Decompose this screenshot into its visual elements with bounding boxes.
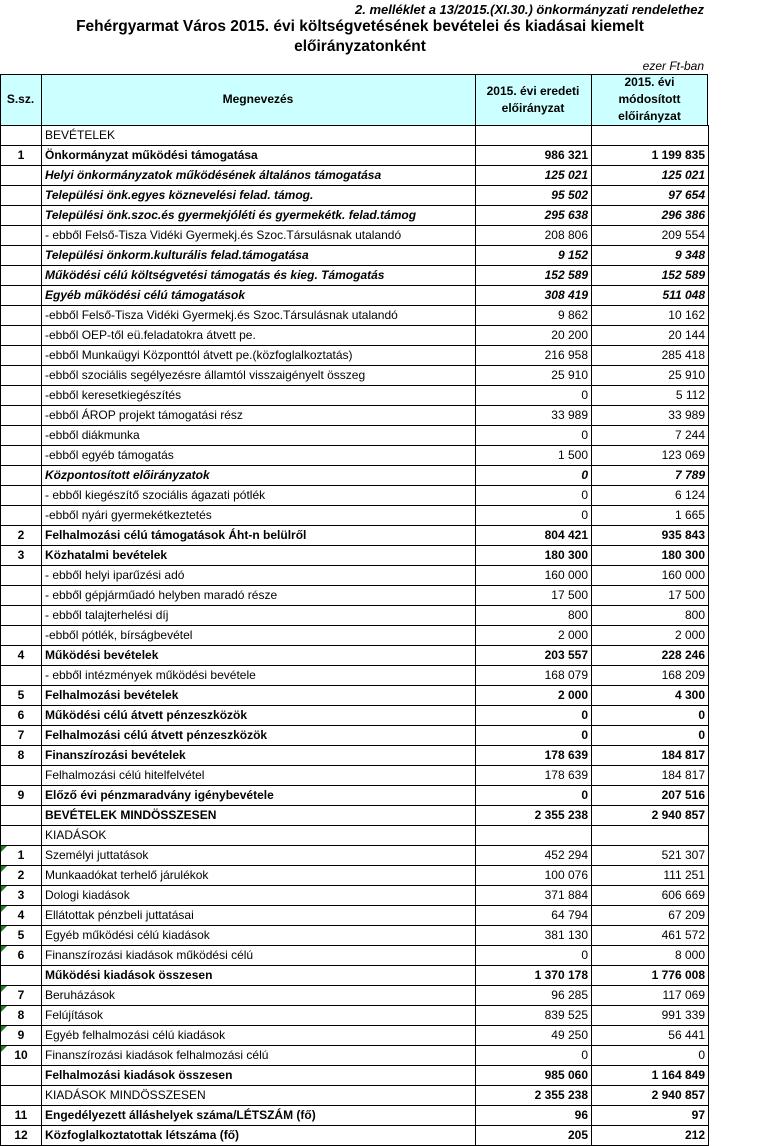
row-name: -ebből diákmunka	[42, 426, 476, 446]
row-number: 6	[1, 946, 42, 966]
row-number	[1, 506, 42, 526]
table-row	[1, 526, 709, 546]
value-modified: 117 069	[592, 986, 709, 1006]
row-name: - ebből Felső-Tisza Vidéki Gyermekj.és Szoc.Társulásnak utalandó	[42, 226, 476, 246]
value-modified: 511 048	[592, 286, 709, 306]
value-modified: 4 300	[592, 686, 709, 706]
row-number: 7	[1, 726, 42, 746]
cell-marker-icon	[1, 1026, 7, 1032]
column-header-modified-line-3: előirányzat	[618, 109, 681, 123]
table-row	[1, 1046, 709, 1066]
row-name: Működési bevételek	[42, 646, 476, 666]
row-number: 12	[1, 1126, 42, 1146]
cell-marker-icon	[1, 946, 7, 952]
row-name: Központosított előirányzatok	[42, 466, 476, 486]
value-original: 0	[476, 946, 592, 966]
row-name: Finanszírozási bevételek	[42, 746, 476, 766]
value-original: 804 421	[476, 526, 592, 546]
row-name: Működési célú átvett pénzeszközök	[42, 706, 476, 726]
value-modified: 0	[592, 1046, 709, 1066]
value-original: 452 294	[476, 846, 592, 866]
value-modified: 6 124	[592, 486, 709, 506]
table-row	[1, 326, 709, 346]
table-row	[1, 1066, 709, 1086]
column-header-modified-label	[618, 74, 681, 125]
row-name: - ebből kiegészítő szociális ágazati pótlék	[42, 486, 476, 506]
table-row	[1, 706, 709, 726]
row-number	[1, 446, 42, 466]
row-number	[1, 486, 42, 506]
value-original: 125 021	[476, 166, 592, 186]
value-modified: 1 665	[592, 506, 709, 526]
cell-marker-icon	[1, 1006, 7, 1012]
row-name: Közhatalmi bevételek	[42, 546, 476, 566]
row-number: 2	[1, 526, 42, 546]
table-row	[1, 746, 709, 766]
row-name: Személyi juttatások	[42, 846, 476, 866]
row-number	[1, 206, 42, 226]
row-number	[1, 246, 42, 266]
table-row	[1, 286, 709, 306]
value-original: 0	[476, 486, 592, 506]
cell-marker-icon	[1, 866, 7, 872]
row-name: -ebből szociális segélyezésre államtól visszaigényelt összeg	[42, 366, 476, 386]
cell-marker-icon	[1, 926, 7, 932]
row-name: -ebből keresetkiegészítés	[42, 386, 476, 406]
value-modified	[592, 126, 709, 146]
row-number: 4	[1, 646, 42, 666]
value-modified: 7 244	[592, 426, 709, 446]
value-original: 96 285	[476, 986, 592, 1006]
value-original: 205	[476, 1126, 592, 1146]
table-row	[1, 386, 709, 406]
value-modified: 606 669	[592, 886, 709, 906]
value-modified: 0	[592, 726, 709, 746]
value-modified: 991 339	[592, 1006, 709, 1026]
table-row	[1, 906, 709, 926]
value-original: 33 989	[476, 406, 592, 426]
value-modified: 2 940 857	[592, 806, 709, 826]
row-number: 1	[1, 146, 42, 166]
value-original: 49 250	[476, 1026, 592, 1046]
value-modified: 17 500	[592, 586, 709, 606]
value-modified: 184 817	[592, 766, 709, 786]
value-modified: 1 199 835	[592, 146, 709, 166]
table-row	[1, 226, 709, 246]
row-name: Települési önkorm.kulturális felad.támogatása	[42, 246, 476, 266]
value-original: 96	[476, 1106, 592, 1126]
table-row	[1, 586, 709, 606]
value-modified: 20 144	[592, 326, 709, 346]
table-row	[1, 686, 709, 706]
table-row	[1, 426, 709, 446]
table-row	[1, 466, 709, 486]
value-original: 1 370 178	[476, 966, 592, 986]
row-name: Közfoglalkoztatottak létszáma (fő)	[42, 1126, 476, 1146]
value-original: 0	[476, 466, 592, 486]
value-modified: 2 000	[592, 626, 709, 646]
table-row	[1, 866, 709, 886]
table-row	[1, 486, 709, 506]
value-original: 95 502	[476, 186, 592, 206]
row-number	[1, 666, 42, 686]
row-number	[1, 226, 42, 246]
value-original: 800	[476, 606, 592, 626]
row-number	[1, 386, 42, 406]
row-name: Munkaadókat terhelő járulékok	[42, 866, 476, 886]
column-header-original	[475, 74, 591, 125]
row-number: 3	[1, 886, 42, 906]
row-name: Előző évi pénzmaradvány igénybevétele	[42, 786, 476, 806]
value-modified: 67 209	[592, 906, 709, 926]
value-modified: 212	[592, 1126, 709, 1146]
row-name: Helyi önkormányzatok működésének általános támogatása	[42, 166, 476, 186]
value-original: 178 639	[476, 746, 592, 766]
table-row	[1, 1086, 709, 1106]
value-modified: 1 164 849	[592, 1066, 709, 1086]
row-number	[1, 586, 42, 606]
row-number: 9	[1, 1026, 42, 1046]
row-number	[1, 606, 42, 626]
row-name: Települési önk.egyes köznevelési felad. támog.	[42, 186, 476, 206]
value-modified: 2 940 857	[592, 1086, 709, 1106]
value-modified: 207 516	[592, 786, 709, 806]
row-name: Felhalmozási bevételek	[42, 686, 476, 706]
row-number	[1, 166, 42, 186]
value-modified	[592, 826, 709, 846]
value-original	[476, 126, 592, 146]
value-original: 64 794	[476, 906, 592, 926]
value-modified: 209 554	[592, 226, 709, 246]
value-modified: 285 418	[592, 346, 709, 366]
row-number: 8	[1, 746, 42, 766]
row-number: 8	[1, 1006, 42, 1026]
row-number	[1, 766, 42, 786]
value-original: 2 355 238	[476, 806, 592, 826]
table-row	[1, 246, 709, 266]
row-name: Egyéb működési célú kiadások	[42, 926, 476, 946]
value-modified: 461 572	[592, 926, 709, 946]
table-row	[1, 566, 709, 586]
row-number: 1	[1, 846, 42, 866]
row-number: 3	[1, 546, 42, 566]
row-name: - ebből intézmények működési bevétele	[42, 666, 476, 686]
row-number	[1, 406, 42, 426]
table-row	[1, 606, 709, 626]
value-original: 295 638	[476, 206, 592, 226]
table-row	[1, 986, 709, 1006]
value-modified: 160 000	[592, 566, 709, 586]
value-modified: 521 307	[592, 846, 709, 866]
column-header-original-line-2: előirányzat	[501, 100, 565, 115]
title-line-1: Fehérgyarmat Város 2015. évi költségvetésének bevételei és kiadásai kiemelt	[76, 18, 644, 35]
column-header-ssz-label: S.sz.	[6, 92, 35, 106]
budget-table-body	[1, 126, 709, 1146]
row-number	[1, 426, 42, 446]
row-number	[1, 1086, 42, 1106]
value-original: 0	[476, 786, 592, 806]
value-original: 168 079	[476, 666, 592, 686]
value-original: 1 500	[476, 446, 592, 466]
row-name: BEVÉTELEK	[42, 126, 476, 146]
value-original: 160 000	[476, 566, 592, 586]
row-name: -ebből pótlék, bírságbevétel	[42, 626, 476, 646]
row-number: 4	[1, 906, 42, 926]
row-name: Felhalmozási célú hitelfelvétel	[42, 766, 476, 786]
value-original: 203 557	[476, 646, 592, 666]
value-modified: 0	[592, 706, 709, 726]
row-name: - ebből helyi iparűzési adó	[42, 566, 476, 586]
cell-marker-icon	[1, 906, 7, 912]
table-row	[1, 846, 709, 866]
row-name: -ebből ÁROP projekt támogatási rész	[42, 406, 476, 426]
value-modified: 9 348	[592, 246, 709, 266]
column-header-ssz	[0, 74, 41, 125]
table-row	[1, 806, 709, 826]
row-name: Ellátottak pénzbeli juttatásai	[42, 906, 476, 926]
value-original: 0	[476, 426, 592, 446]
cell-marker-icon	[1, 846, 7, 852]
value-original: 180 300	[476, 546, 592, 566]
value-original: 0	[476, 1046, 592, 1066]
value-original: 178 639	[476, 766, 592, 786]
row-name: -ebből egyéb támogatás	[42, 446, 476, 466]
table-row	[1, 266, 709, 286]
table-row	[1, 726, 709, 746]
table-row	[1, 766, 709, 786]
title-line-2: előirányzatonként	[294, 38, 426, 55]
value-modified: 7 789	[592, 466, 709, 486]
row-number	[1, 306, 42, 326]
row-name: Felhalmozási célú támogatások Áht-n belülről	[42, 526, 476, 546]
table-row	[1, 506, 709, 526]
row-name: Dologi kiadások	[42, 886, 476, 906]
row-name: BEVÉTELEK MINDÖSSZESEN	[42, 806, 476, 826]
row-number	[1, 126, 42, 146]
value-modified: 56 441	[592, 1026, 709, 1046]
row-name: Beruházások	[42, 986, 476, 1006]
row-name: KIADÁSOK	[42, 826, 476, 846]
table-row	[1, 206, 709, 226]
value-modified: 935 843	[592, 526, 709, 546]
value-original: 308 419	[476, 286, 592, 306]
table-row	[1, 1026, 709, 1046]
table-row	[1, 406, 709, 426]
table-row	[1, 626, 709, 646]
row-number: 5	[1, 686, 42, 706]
row-number	[1, 626, 42, 646]
value-modified: 152 589	[592, 266, 709, 286]
table-row	[1, 886, 709, 906]
row-number	[1, 266, 42, 286]
row-number	[1, 366, 42, 386]
value-original: 2 000	[476, 686, 592, 706]
value-original: 9 862	[476, 306, 592, 326]
value-modified: 168 209	[592, 666, 709, 686]
value-original: 985 060	[476, 1066, 592, 1086]
table-row	[1, 1006, 709, 1026]
table-row	[1, 126, 709, 146]
table-row	[1, 666, 709, 686]
value-original: 839 525	[476, 1006, 592, 1026]
row-name: -ebből Felső-Tisza Vidéki Gyermekj.és Szoc.Társulásnak utalandó	[42, 306, 476, 326]
value-original: 208 806	[476, 226, 592, 246]
row-name: Egyéb felhalmozási célú kiadások	[42, 1026, 476, 1046]
value-original: 152 589	[476, 266, 592, 286]
table-row	[1, 446, 709, 466]
row-number: 11	[1, 1106, 42, 1126]
row-number	[1, 346, 42, 366]
row-number: 5	[1, 926, 42, 946]
row-number	[1, 966, 42, 986]
value-original: 17 500	[476, 586, 592, 606]
row-number	[1, 566, 42, 586]
row-number: 9	[1, 786, 42, 806]
row-number	[1, 466, 42, 486]
table-row	[1, 306, 709, 326]
row-number: 2	[1, 866, 42, 886]
column-header-original-line-1: 2015. évi eredeti	[486, 83, 580, 98]
value-modified: 5 112	[592, 386, 709, 406]
value-original: 0	[476, 386, 592, 406]
row-name: - ebből talajterhelési díj	[42, 606, 476, 626]
value-original: 371 884	[476, 886, 592, 906]
row-name: Egyéb működési célú támogatások	[42, 286, 476, 306]
value-original: 25 910	[476, 366, 592, 386]
value-modified: 25 910	[592, 366, 709, 386]
column-header-modified-line-2: módosított	[618, 92, 681, 106]
value-modified: 97 654	[592, 186, 709, 206]
column-header-name-label: Megnevezés	[222, 92, 294, 106]
value-modified: 8 000	[592, 946, 709, 966]
unit-label: ezer Ft-ban	[642, 59, 704, 73]
row-name: -ebből nyári gyermekétkeztetés	[42, 506, 476, 526]
value-modified: 123 069	[592, 446, 709, 466]
value-original: 2 355 238	[476, 1086, 592, 1106]
value-original: 9 152	[476, 246, 592, 266]
row-name: Felhalmozási kiadások összesen	[42, 1066, 476, 1086]
table-row	[1, 1106, 709, 1126]
row-number	[1, 1066, 42, 1086]
row-name: -ebből Munkaügyi Központtól átvett pe.(közfoglalkoztatás)	[42, 346, 476, 366]
annex-note: 2. melléklet a 13/2015.(XI.30.) önkormányzati rendelethez	[355, 2, 704, 17]
row-name: - ebből gépjárműadó helyben maradó része	[42, 586, 476, 606]
value-original: 0	[476, 726, 592, 746]
column-header-modified	[591, 74, 708, 125]
value-original: 2 000	[476, 626, 592, 646]
value-original: 100 076	[476, 866, 592, 886]
table-row	[1, 826, 709, 846]
value-original: 216 958	[476, 346, 592, 366]
value-modified: 800	[592, 606, 709, 626]
value-modified: 33 989	[592, 406, 709, 426]
row-name: Felújítások	[42, 1006, 476, 1026]
row-number	[1, 326, 42, 346]
row-number	[1, 806, 42, 826]
value-modified: 296 386	[592, 206, 709, 226]
value-original: 381 130	[476, 926, 592, 946]
table-row	[1, 966, 709, 986]
table-row	[1, 926, 709, 946]
cell-marker-icon	[1, 1046, 7, 1052]
value-modified: 184 817	[592, 746, 709, 766]
table-row	[1, 346, 709, 366]
value-modified: 1 776 008	[592, 966, 709, 986]
row-number: 10	[1, 1046, 42, 1066]
row-name: Felhalmozási célú átvett pénzeszközök	[42, 726, 476, 746]
column-header-modified-line-1: 2015. évi	[624, 75, 675, 89]
budget-table	[0, 125, 709, 1146]
table-row	[1, 546, 709, 566]
value-original: 986 321	[476, 146, 592, 166]
value-original: 20 200	[476, 326, 592, 346]
column-header-name	[41, 74, 475, 125]
table-row	[1, 946, 709, 966]
table-row	[1, 786, 709, 806]
column-header-original-label	[487, 83, 580, 117]
cell-marker-icon	[1, 886, 7, 892]
value-modified: 10 162	[592, 306, 709, 326]
cell-marker-icon	[1, 986, 7, 992]
row-number	[1, 186, 42, 206]
table-row	[1, 366, 709, 386]
row-number	[1, 826, 42, 846]
row-number: 6	[1, 706, 42, 726]
value-modified: 97	[592, 1106, 709, 1126]
table-row	[1, 1126, 709, 1146]
row-name: Finanszírozási kiadások működési célú	[42, 946, 476, 966]
row-number	[1, 286, 42, 306]
value-original: 0	[476, 706, 592, 726]
row-name: Finanszírozási kiadások felhalmozási célú	[42, 1046, 476, 1066]
row-number: 7	[1, 986, 42, 1006]
row-name: Működési célú költségvetési támogatás és kieg. Támogatás	[42, 266, 476, 286]
value-original: 0	[476, 506, 592, 526]
value-modified: 125 021	[592, 166, 709, 186]
table-row	[1, 646, 709, 666]
value-modified: 180 300	[592, 546, 709, 566]
table-row	[1, 186, 709, 206]
table-row	[1, 166, 709, 186]
row-name: Engedélyezett álláshelyek száma/LÉTSZÁM (fő)	[42, 1106, 476, 1126]
page-title	[20, 17, 700, 57]
value-modified: 228 246	[592, 646, 709, 666]
value-modified: 111 251	[592, 866, 709, 886]
row-name: Működési kiadások összesen	[42, 966, 476, 986]
row-name: -ebből OEP-től eü.feladatokra átvett pe.	[42, 326, 476, 346]
row-name: Önkormányzat működési támogatása	[42, 146, 476, 166]
value-original	[476, 826, 592, 846]
table-row	[1, 146, 709, 166]
row-name: KIADÁSOK MINDÖSSZESEN	[42, 1086, 476, 1106]
row-name: Települési önk.szoc.és gyermekjóléti és gyermekétk. felad.támog	[42, 206, 476, 226]
